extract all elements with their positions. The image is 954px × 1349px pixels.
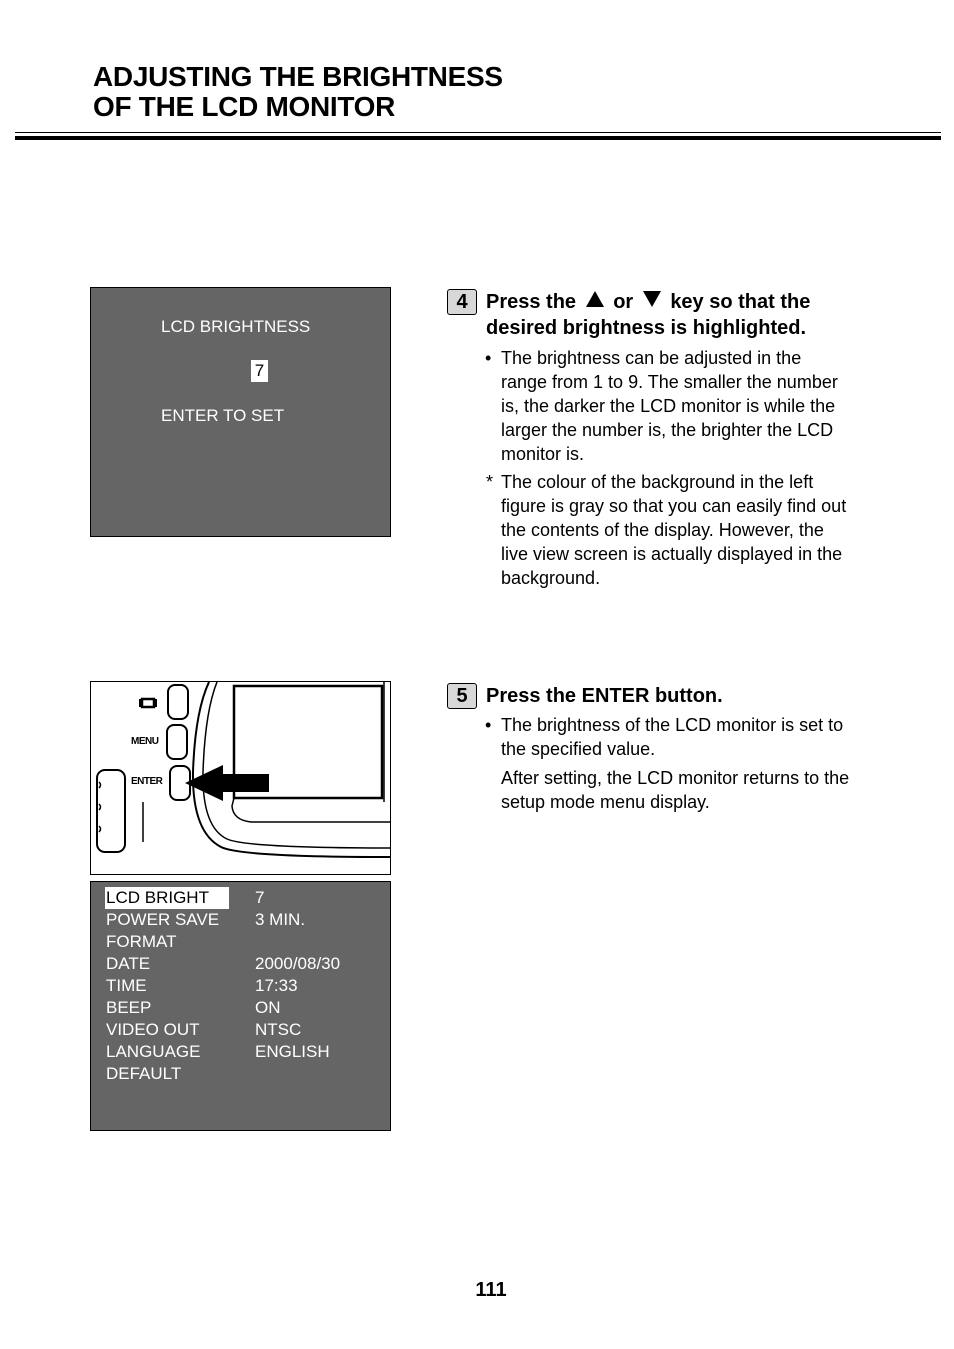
step-4-bullet-mark: • xyxy=(485,348,492,368)
page-title-line-1: ADJUSTING THE BRIGHTNESS xyxy=(93,61,503,92)
menu-value: 2000/08/30 xyxy=(255,954,341,973)
step-5-heading: Press the ENTER button. xyxy=(486,685,723,707)
menu-label: TIME xyxy=(106,976,147,995)
step-4-bullet-line: monitor is. xyxy=(501,444,585,464)
lcd-brightness-heading: LCD BRIGHTNESS xyxy=(161,317,311,336)
camera-back-illustration xyxy=(90,681,391,875)
step-4-number: 4 xyxy=(447,289,477,315)
step-4-bullet-line: larger the number is, the brighter the LCD xyxy=(501,420,834,440)
menu-button-label: MENU xyxy=(131,736,159,747)
step-4-heading xyxy=(486,289,810,315)
step-4-note-line: figure is gray so that you can easily find out xyxy=(501,496,847,516)
menu-label: LANGUAGE xyxy=(106,1042,201,1061)
menu-label: FORMAT xyxy=(106,932,177,951)
menu-value: ON xyxy=(255,998,281,1017)
step-4-bullet-line: range from 1 to 9. The smaller the number xyxy=(501,372,838,392)
brightness-value-highlight: 7 xyxy=(251,360,268,382)
title-rule-thin xyxy=(15,132,941,133)
step-4-note-line: The colour of the background in the left xyxy=(501,472,814,492)
step-4-note-line: the contents of the display. However, the xyxy=(501,520,824,540)
menu-value: NTSC xyxy=(255,1020,302,1039)
menu-label: POWER SAVE xyxy=(106,910,220,929)
step-4-bullet-line: is, the darker the LCD monitor is while the xyxy=(501,396,836,416)
step-5-bullet-line: the specified value. xyxy=(501,739,656,759)
menu-label: DATE xyxy=(106,954,151,973)
step-4-heading-part-b: or xyxy=(613,291,634,313)
step-4-bullet-line: The brightness can be adjusted in the xyxy=(501,348,802,368)
page-title-line-2: OF THE LCD MONITOR xyxy=(93,91,396,122)
menu-label: VIDEO OUT xyxy=(106,1020,200,1039)
step-5-number: 5 xyxy=(447,683,477,709)
title-rule-thick xyxy=(15,136,941,140)
step-4-note-line: background. xyxy=(501,568,601,588)
setup-menu-screen xyxy=(90,881,391,1131)
menu-label: DEFAULT xyxy=(106,1064,182,1083)
menu-value: ENGLISH xyxy=(255,1042,330,1061)
lcd-brightness-screen xyxy=(90,287,391,537)
menu-value: 17:33 xyxy=(255,976,298,995)
step-4-note-line: live view screen is actually displayed in the xyxy=(501,544,843,564)
step-4-heading-part-a: Press the xyxy=(486,291,577,313)
step-4-heading-part-c: key so that the xyxy=(670,291,811,313)
menu-label: LCD BRIGHT xyxy=(105,887,229,909)
step-4-note-mark: * xyxy=(486,472,494,492)
menu-label: BEEP xyxy=(106,998,152,1017)
step-5-after-line: setup mode menu display. xyxy=(501,792,710,812)
step-5-bullet-line: The brightness of the LCD monitor is set to xyxy=(501,715,844,735)
enter-to-set-text: ENTER TO SET xyxy=(161,406,285,425)
enter-button-label: ENTER xyxy=(131,776,163,787)
page-number: 111 xyxy=(475,1279,507,1301)
menu-value: 3 MIN. xyxy=(255,910,306,929)
down-arrow-key-icon xyxy=(643,291,661,307)
step-5-bullet-mark: • xyxy=(485,715,492,735)
step-5-after-line: After setting, the LCD monitor returns to the xyxy=(501,768,850,788)
menu-value: 7 xyxy=(255,888,265,907)
page-title xyxy=(93,62,503,122)
up-arrow-key-icon xyxy=(586,291,604,307)
step-4-heading-line-2: desired brightness is highlighted. xyxy=(486,317,807,339)
